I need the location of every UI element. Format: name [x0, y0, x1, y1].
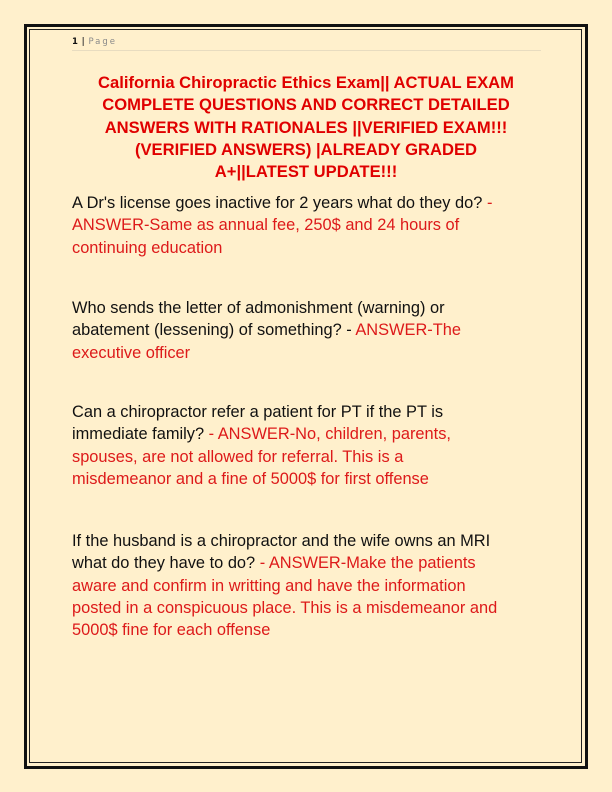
question-text: If the husband is a chiropractor and the wife owns an MRI [72, 532, 491, 550]
title-line: A+||LATEST UPDATE!!! [214, 162, 398, 182]
qa-item-4 [72, 530, 552, 641]
qa-line [72, 619, 552, 641]
question-text: A Dr's license goes inactive for 2 years what do they do? [72, 194, 487, 212]
question-text: Who sends the letter of admonishment (warning) or [72, 299, 445, 317]
qa-line [72, 423, 552, 445]
question-text: immediate family? [72, 425, 209, 444]
qa-line [72, 214, 552, 236]
qa-line [72, 297, 552, 319]
answer-text: misdemeanor and a fine of 5000$ for first offense [72, 469, 429, 488]
qa-line [72, 575, 552, 597]
title-line: (VERIFIED ANSWERS) |ALREADY GRADED [134, 139, 478, 159]
answer-text: ANSWER-Same as annual fee, 250$ and 24 hours of [72, 216, 460, 235]
qa-line [72, 552, 552, 574]
title-line: California Chiropractic Ethics Exam|| ACTUAL EXAM [98, 73, 514, 92]
answer-text: - [486, 194, 493, 212]
question-text: abatement (lessening) of something? - [72, 321, 356, 340]
qa-line [72, 468, 552, 490]
answer-text: aware and confirm in writting and have the information [72, 576, 466, 595]
answer-text: executive officer [72, 343, 191, 362]
question-text: Can a chiropractor refer a patient for PT if the PT is [72, 403, 444, 421]
qa-item-3 [72, 401, 552, 490]
qa-line [72, 530, 552, 552]
document-title [60, 72, 552, 183]
qa-line [72, 319, 552, 341]
answer-text: ANSWER-The [355, 321, 462, 340]
answer-text: posted in a conspicuous place. This is a misdemeanor and [72, 598, 498, 617]
title-line: COMPLETE QUESTIONS AND CORRECT DETAILED [102, 95, 510, 115]
answer-text: - ANSWER-Make the patients [259, 554, 476, 573]
qa-line [72, 597, 552, 619]
qa-line [72, 401, 552, 423]
qa-item-2 [72, 297, 552, 364]
qa-line [72, 446, 552, 468]
answer-text: continuing education [72, 238, 223, 257]
page-header [72, 36, 541, 51]
qa-line [72, 192, 552, 214]
qa-line [72, 342, 552, 364]
qa-line [72, 237, 552, 259]
title-line: ANSWERS WITH RATIONALES ||VERIFIED EXAM!!! [104, 117, 508, 137]
answer-text: spouses, are not allowed for referral. This is a [72, 447, 404, 466]
page-number: 1 [72, 37, 78, 47]
answer-text: - ANSWER-No, children, parents, [208, 425, 451, 444]
answer-text: 5000$ fine for each offense [72, 621, 271, 640]
page-label: Page [88, 37, 118, 47]
qa-item-1 [72, 192, 552, 259]
header-separator: | [81, 37, 85, 47]
question-text: what do they have to do? [72, 554, 260, 573]
